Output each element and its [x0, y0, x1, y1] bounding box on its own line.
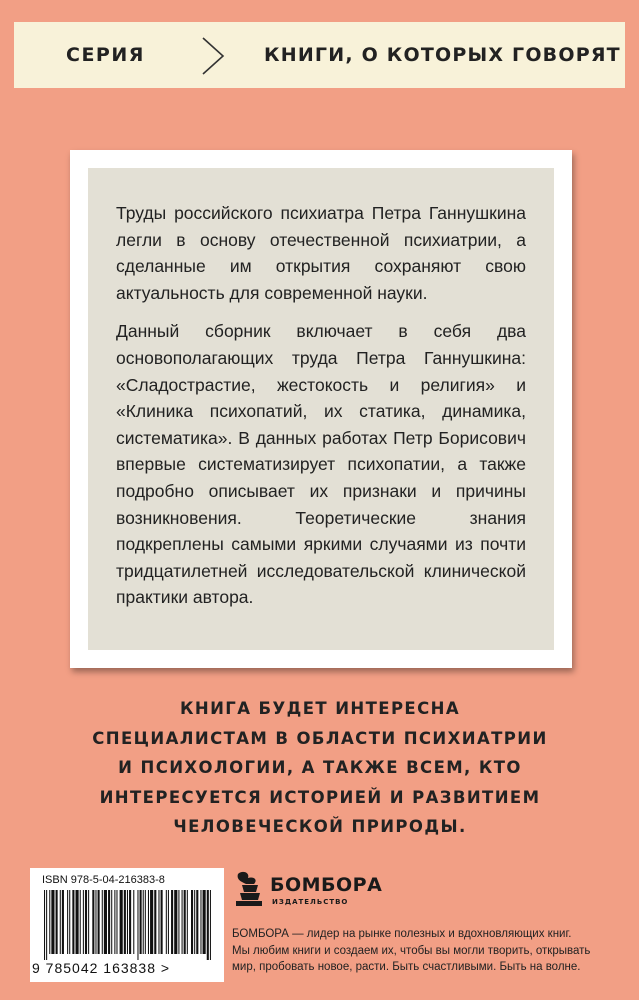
publisher-description-line: БОМБОРА — лидер на рынке полезных и вдохновляющих книг. — [232, 928, 572, 940]
publisher-name: БОМБОРА — [270, 874, 383, 896]
tagline-line: ИНТЕРЕСУЕТСЯ ИСТОРИЕЙ И РАЗВИТИЕМ — [99, 787, 541, 807]
isbn-text: ISBN 978-5-04-216383-8 — [42, 874, 165, 886]
tagline-line: ЧЕЛОВЕЧЕСКОЙ ПРИРОДЫ. — [173, 817, 467, 836]
chevron-right-icon — [200, 36, 226, 76]
publisher-subtitle: ИЗДАТЕЛЬСТВО — [272, 898, 349, 906]
barcode-icon — [44, 890, 212, 960]
tagline-line: КНИГА БУДЕТ ИНТЕРЕСНА — [180, 699, 460, 718]
tagline-line: И ПСИХОЛОГИИ, А ТАКЖЕ ВСЕМ, КТО — [118, 758, 522, 777]
publisher-description — [232, 926, 632, 976]
tagline — [40, 694, 600, 842]
series-name: КНИГИ, О КОТОРЫХ ГОВОРЯТ — [264, 44, 621, 66]
bombora-logo-icon — [232, 870, 266, 908]
description-paragraph-1: Труды российского психиатра Петра Ганнушкина легли в основу отечественной психиатрии, а сделанные им открытия сохраняют свою актуальность для современной науки. — [116, 203, 526, 303]
barcode-digits: 9 785042 163838 > — [32, 960, 171, 976]
series-label: СЕРИЯ — [66, 44, 145, 66]
publisher-description-line: Мы любим книги и создаем их, чтобы вы могли творить, открывать — [232, 944, 591, 957]
description-frame — [70, 150, 572, 668]
tagline-line: СПЕЦИАЛИСТАМ В ОБЛАСТИ ПСИХИАТРИИ — [92, 728, 548, 748]
publisher-description-line: мир, пробовать новое, расти. Быть счастливыми. Быть на волне. — [232, 961, 581, 973]
barcode-box — [30, 868, 224, 982]
series-bar — [14, 22, 625, 88]
description-panel — [88, 168, 554, 650]
description-paragraph-2: Данный сборник включает в себя два основополагающих труда Петра Ганнушкина: «Сладострастие, жестокость и религия» и «Клиника психопатий, их статика, динамика, систематика». В данных работах Петр Борисович впервые систематизирует психопатии, а также подробно описывает их признаки и причины возникновения. Теоретические знания подкреплены самыми яркими случаями из почти тридцатилетней исследовательской клинической практики автора. — [116, 321, 526, 608]
